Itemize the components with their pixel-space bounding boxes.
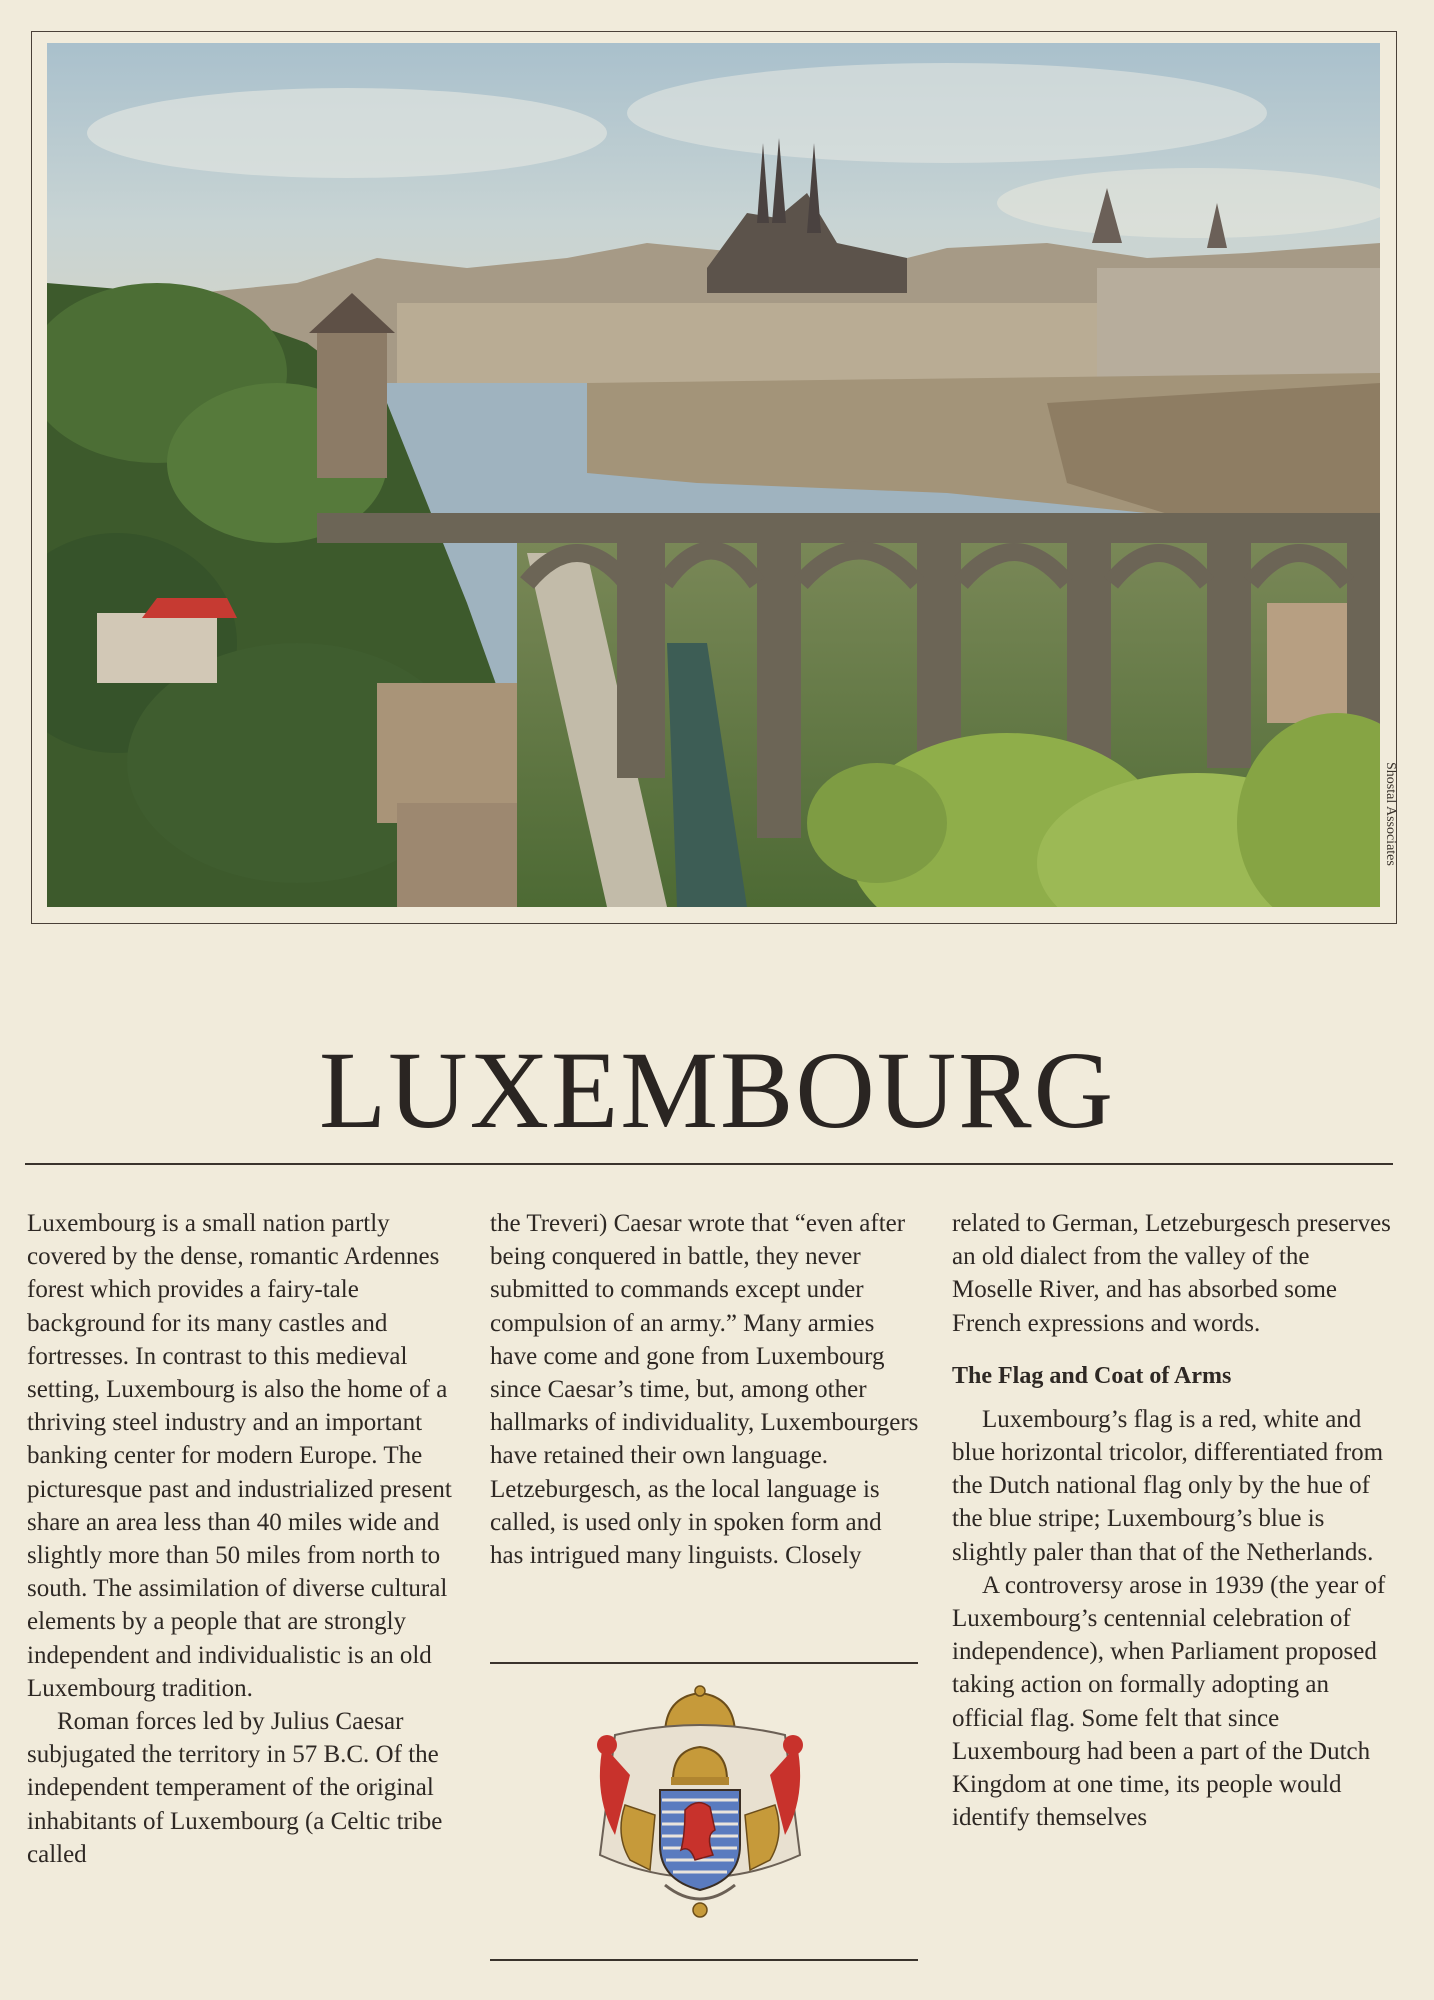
section-heading-flag: The Flag and Coat of Arms <box>952 1362 1232 1389</box>
paragraph-flag: Luxembourg’s flag is a red, white and blue horizontal tricolor, differentiated from the Dutch national flag only by the hue of the blue stripe; Luxembourg’s blue is slightly paler than that of the Netherlands. <box>952 1405 1384 1566</box>
paragraph-dialect: related to German, Letzeburgesch preserves an old dialect from the valley of the Moselle River, and has absorbed some French expressions and words. <box>952 1210 1391 1337</box>
paragraph-roman: Roman forces led by Julius Caesar subjugated the territory in 57 B.C. Of the independent temperament of the original inhabitants of Luxembourg (a Celtic tribe called <box>27 1708 443 1868</box>
photo-credit: Shostal Associates <box>1383 762 1398 866</box>
text-column-1 <box>27 1207 457 1871</box>
paragraph-treveri: the Treveri) Caesar wrote that “even after being conquered in battle, they never submitted to commands except under compulsion of an army.” Many armies have come and gone from Luxembourg since Caesar’s time, but, among other hallmarks of individuality, Luxembourgers have retained their own language. Letzeburgesch, as the local language is called, is used only in spoken form and has intrigued many linguists. Closely <box>490 1210 919 1570</box>
title-divider <box>25 1163 1393 1165</box>
coat-of-arms-icon <box>585 1685 815 1923</box>
text-column-2 <box>490 1207 920 1572</box>
column-divider-bottom <box>490 1959 918 1961</box>
page-title: LUXEMBOURG <box>318 1029 1116 1151</box>
text-column-3 <box>952 1207 1392 1834</box>
coat-of-arms-image <box>585 1685 815 1923</box>
city-photo <box>47 43 1380 907</box>
column-divider-top <box>490 1662 918 1664</box>
paragraph-intro: Luxembourg is a small nation partly covered by the dense, romantic Ardennes forest which provides a fairy-tale background for its many castles and fortresses. In contrast to this medieval setting, Luxembourg is also the home of a thriving steel industry and an important banking center for modern Europe. The picturesque past and industrialized present share an area less than 40 miles wide and slightly more than 50 miles from north to south. The assimilation of diverse cultural elements by a people that are strongly independent and individualistic is an old Luxembourg tradition. <box>27 1210 452 1702</box>
paragraph-controversy: A controversy arose in 1939 (the year of Luxembourg’s centennial celebration of independence), when Parliament proposed taking action on formally adopting an official flag. Some felt that since Luxembourg had been a part of the Dutch Kingdom at one time, its people would identify themselves <box>952 1571 1386 1832</box>
